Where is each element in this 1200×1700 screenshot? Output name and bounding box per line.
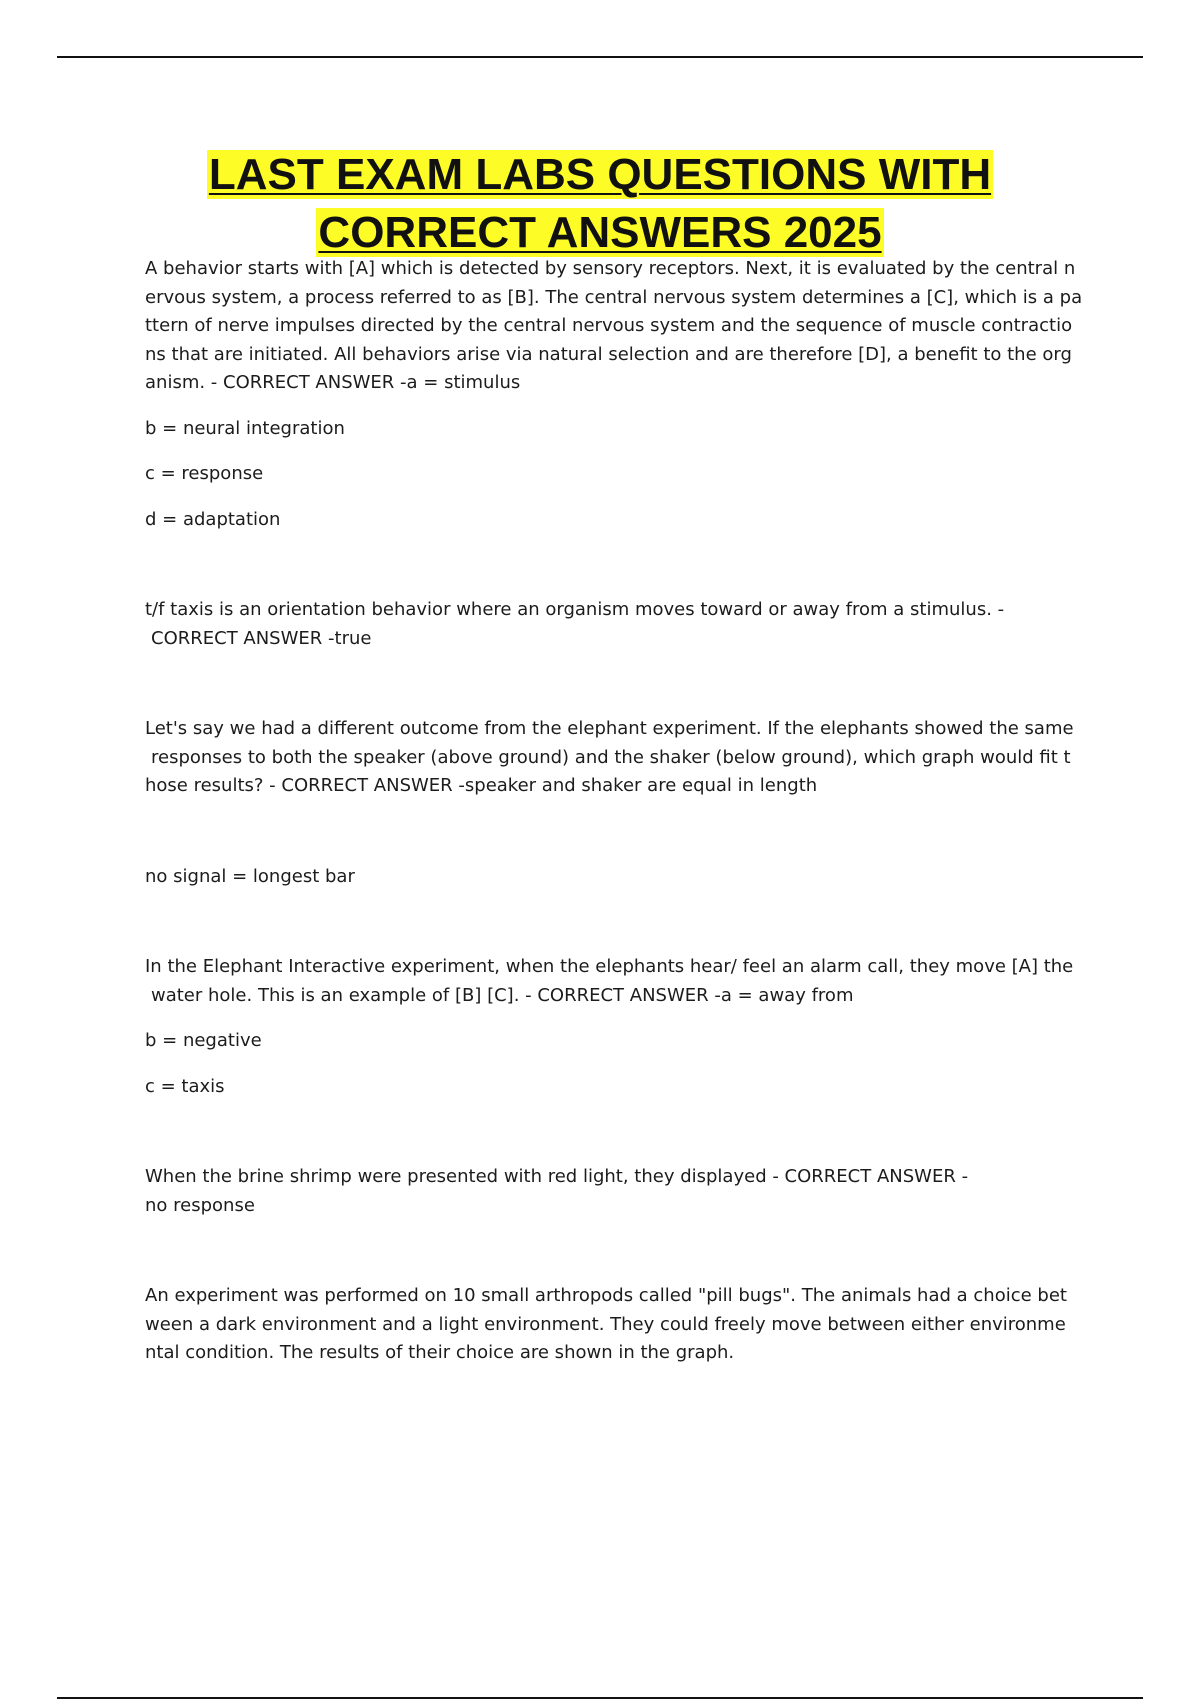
- q3-line-1: Let's say we had a different outcome from the elephant experiment. If the elephants showed the same: [145, 718, 1074, 739]
- q1-line-5: anism. - CORRECT ANSWER -a = stimulus: [145, 372, 521, 393]
- q6-line-3: ntal condition. The results of their choice are shown in the graph.: [145, 1342, 735, 1363]
- q1-answer-b: b = neural integration: [145, 417, 345, 439]
- question-3: [145, 715, 1095, 891]
- q6-line-1: An experiment was performed on 10 small arthropods called "pill bugs". The animals had a choice bet: [145, 1285, 1067, 1306]
- title-line-2: CORRECT ANSWERS 2025: [318, 208, 882, 257]
- q1-line-1: A behavior starts with [A] which is detected by sensory receptors. Next, it is evaluated by the central n: [145, 258, 1076, 279]
- bottom-rule: [57, 1697, 1143, 1699]
- question-2: [145, 596, 1095, 653]
- q3-line-2: responses to both the speaker (above ground) and the shaker (below ground), which graph would fit t: [151, 746, 1071, 768]
- q1-answer-c: c = response: [145, 463, 264, 484]
- q1-answer-d: d = adaptation: [145, 508, 281, 530]
- q1-line-4: ns that are initiated. All behaviors arise via natural selection and are therefore [D], a benefit to the org: [145, 343, 1072, 365]
- q6-line-2: ween a dark environment and a light environment. They could freely move between either environme: [145, 1313, 1066, 1335]
- q1-line-3: ttern of nerve impulses directed by the central nervous system and the sequence of muscle contractio: [145, 315, 1073, 336]
- question-4: [145, 953, 1095, 1101]
- top-rule: [57, 56, 1143, 58]
- q4-line-1: In the Elephant Interactive experiment, when the elephants hear/ feel an alarm call, they move [A] the: [145, 956, 1074, 977]
- page-title: [0, 146, 1200, 262]
- q4-answer-c: c = taxis: [145, 1075, 225, 1097]
- q1-line-2: ervous system, a process referred to as [B]. The central nervous system determines a [C], which is a pa: [145, 286, 1083, 308]
- title-line-1: LAST EXAM LABS QUESTIONS WITH: [208, 150, 992, 199]
- q3-extra-answer: no signal = longest bar: [145, 865, 355, 887]
- question-1: [145, 255, 1095, 534]
- q5-line-2: no response: [145, 1194, 255, 1216]
- q5-line-1: When the brine shrimp were presented with red light, they displayed - CORRECT ANSWER -: [145, 1166, 969, 1187]
- q3-line-3: hose results? - CORRECT ANSWER -speaker and shaker are equal in length: [145, 775, 818, 796]
- question-6: [145, 1282, 1095, 1368]
- document-body: [145, 255, 1095, 1368]
- q2-line-1: t/f taxis is an orientation behavior where an organism moves toward or away from a stimulus. -: [145, 599, 1005, 620]
- q4-line-2: water hole. This is an example of [B] [C]. - CORRECT ANSWER -a = away from: [151, 984, 854, 1006]
- q4-answer-b: b = negative: [145, 1030, 262, 1051]
- q2-line-2: CORRECT ANSWER -true: [151, 627, 372, 649]
- question-5: [145, 1163, 1095, 1220]
